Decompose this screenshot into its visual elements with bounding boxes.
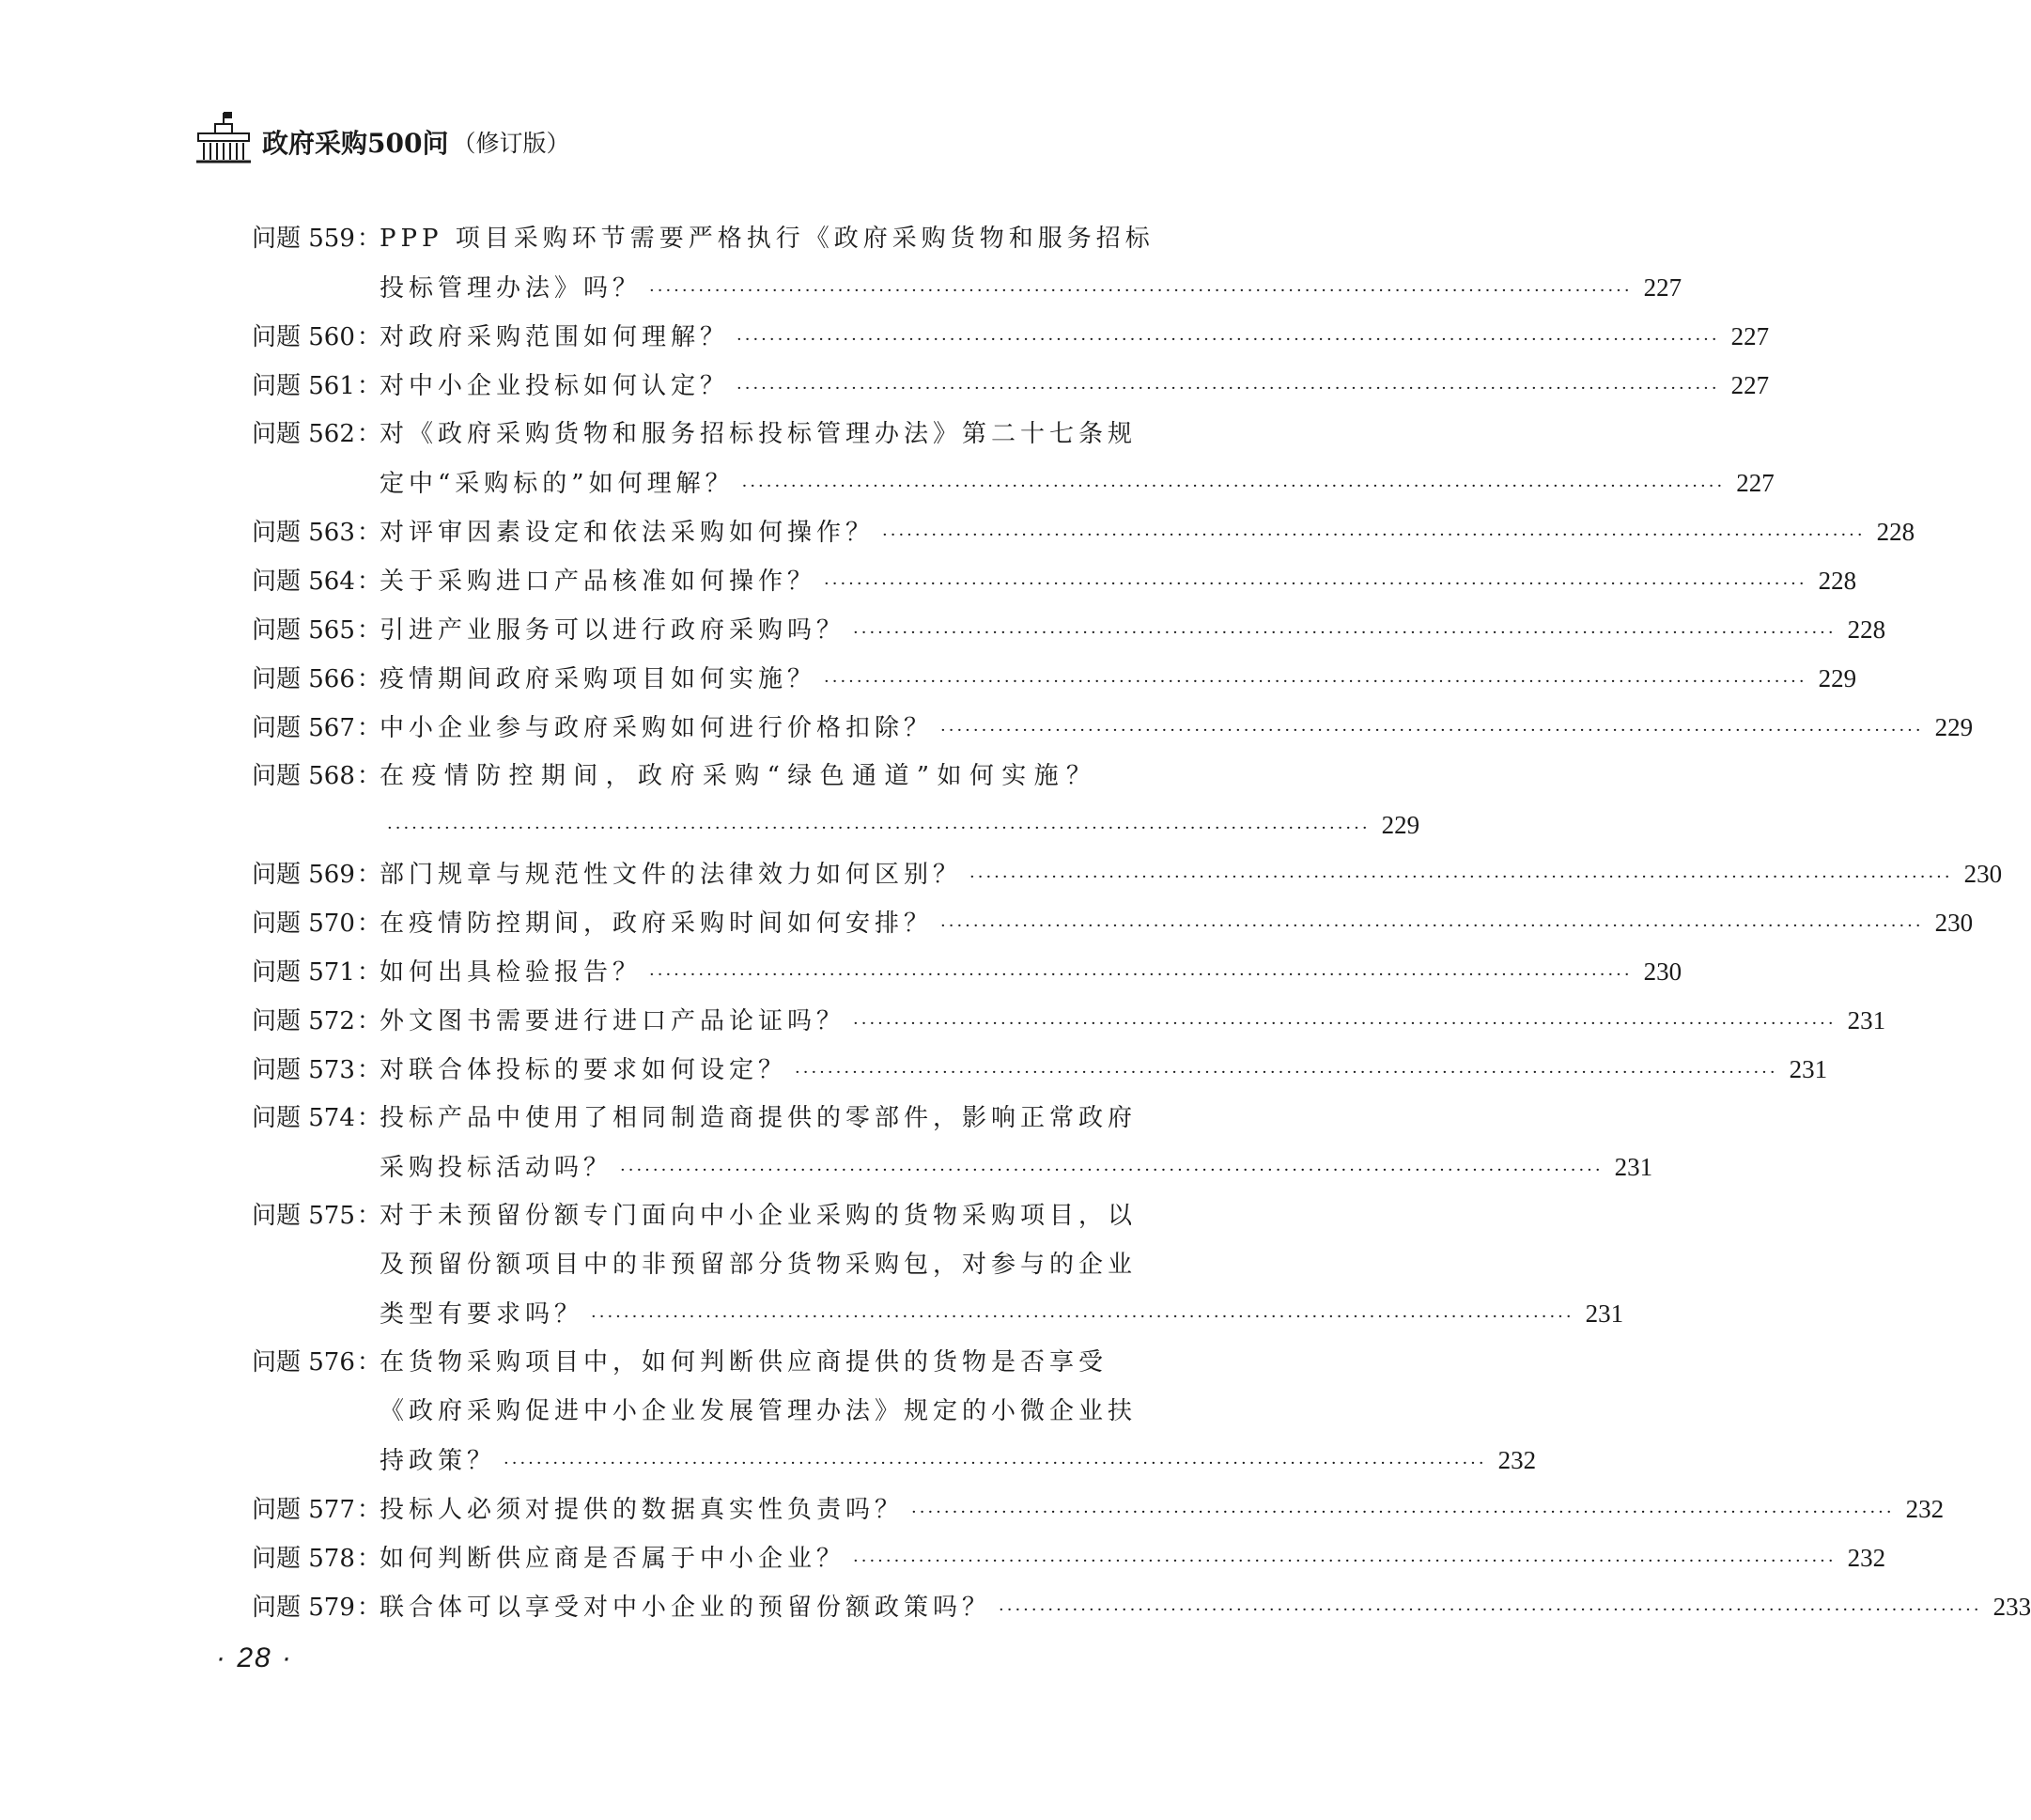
question-text: 对联合体投标的要求如何设定？ <box>380 1056 788 1084</box>
toc-entry-line <box>252 1045 1828 1094</box>
question-text: 中小企业参与政府采购如何进行价格扣除？ <box>380 714 934 742</box>
question-text: 类型有要求吗？ <box>380 1300 584 1329</box>
question-label: 问题 577： <box>252 1496 381 1524</box>
toc-entry-line <box>252 214 1155 263</box>
toc-entry[interactable] <box>252 996 1886 1045</box>
question-text: 采购投标活动吗？ <box>380 1154 613 1182</box>
page-reference: 227 <box>1643 273 1682 302</box>
dot-leader: ························································································································ <box>853 1551 1837 1571</box>
page-reference: 229 <box>1381 811 1420 839</box>
question-text: 投标人必须对提供的数据真实性负责吗？ <box>380 1496 905 1524</box>
toc-entry-line <box>252 849 2003 898</box>
dot-leader: ························································································································ <box>741 476 1726 496</box>
toc-entry[interactable] <box>252 361 1770 410</box>
page-reference: 230 <box>1643 957 1682 986</box>
toc-entry[interactable] <box>252 1582 2031 1631</box>
toc-entry-line <box>380 801 1420 849</box>
book-title: 政府采购500问 <box>262 128 449 159</box>
page-reference: 229 <box>1818 664 1857 692</box>
question-text: 引进产业服务可以进行政府采购吗？ <box>380 616 846 645</box>
question-number: 问题 579 <box>252 1594 355 1622</box>
running-header <box>194 109 569 163</box>
dot-leader: ························································································································ <box>387 818 1371 838</box>
dot-leader: ························································································································ <box>853 1014 1837 1034</box>
page-reference: 228 <box>1818 567 1857 595</box>
question-number: 问题 561 <box>252 372 355 400</box>
toc-entry-line <box>252 312 1770 361</box>
dot-leader: ························································································································ <box>620 1160 1604 1180</box>
question-number: 问题 572 <box>252 1007 355 1035</box>
toc-entry[interactable] <box>252 947 1682 996</box>
question-number: 问题 576 <box>252 1348 355 1377</box>
question-text: 对评审因素设定和依法采购如何操作？ <box>380 519 876 547</box>
question-label: 问题 575： <box>252 1202 381 1230</box>
toc-entry-line <box>252 898 1974 947</box>
dot-leader: ························································································································ <box>649 965 1633 985</box>
page-reference: 232 <box>1847 1544 1886 1572</box>
question-label: 问题 576： <box>252 1348 381 1377</box>
question-text: 在疫情防控期间，政府采购时间如何安排？ <box>380 910 934 938</box>
page-reference: 233 <box>1992 1593 2031 1621</box>
toc-entry-line <box>380 1387 1138 1436</box>
question-label: 问题 569： <box>252 861 381 889</box>
question-number: 问题 567 <box>252 714 355 742</box>
table-of-contents <box>252 214 2031 1631</box>
question-label: 问题 568： <box>252 762 381 790</box>
question-number: 问题 565 <box>252 616 355 645</box>
page-reference: 232 <box>1497 1446 1537 1474</box>
toc-entry-line <box>252 1485 1945 1533</box>
toc-entry-line <box>252 605 1886 654</box>
question-label: 问题 560： <box>252 323 381 351</box>
toc-entry[interactable] <box>252 556 1857 605</box>
question-text: 疫情期间政府采购项目如何实施？ <box>380 665 817 693</box>
question-label: 问题 566： <box>252 665 381 693</box>
page-reference: 231 <box>1585 1299 1624 1328</box>
dot-leader: ························································································································ <box>969 867 1953 887</box>
page-reference: 227 <box>1730 371 1770 399</box>
question-number: 问题 571 <box>252 958 355 987</box>
question-label: 问题 565： <box>252 616 381 645</box>
toc-entry[interactable] <box>252 605 1886 654</box>
question-number: 问题 562 <box>252 420 355 448</box>
question-label: 问题 564： <box>252 568 381 596</box>
page-reference: 228 <box>1847 615 1886 644</box>
question-text: 关于采购进口产品核准如何操作？ <box>380 568 817 596</box>
toc-entry[interactable] <box>252 898 1974 947</box>
question-text: PPP 项目采购环节需要严格执行《政府采购货物和服务招标 <box>380 225 1155 253</box>
dot-leader: ························································································································ <box>504 1454 1487 1473</box>
question-text: 在疫情防控期间，政府采购“绿色通道”如何实施？ <box>380 762 1095 790</box>
question-label: 问题 571： <box>252 958 381 987</box>
toc-entry-line <box>252 410 1138 459</box>
page-reference: 230 <box>1934 909 1974 937</box>
toc-entry[interactable] <box>252 410 1775 507</box>
toc-entry-line <box>252 752 1095 801</box>
question-label: 问题 573： <box>252 1056 381 1084</box>
question-text: 对《政府采购货物和服务招标投标管理办法》第二十七条规 <box>380 420 1138 448</box>
dot-leader: ························································································································ <box>824 574 1807 594</box>
question-text: 持政策？ <box>380 1447 497 1475</box>
page-reference: 227 <box>1730 322 1770 350</box>
toc-entry[interactable] <box>252 1045 1828 1094</box>
toc-entry[interactable] <box>252 1338 1537 1485</box>
page-reference: 231 <box>1847 1006 1886 1034</box>
toc-entry-line <box>252 996 1886 1045</box>
dot-leader: ························································································································ <box>591 1307 1574 1327</box>
dot-leader: ························································································································ <box>882 525 1866 545</box>
question-number: 问题 577 <box>252 1496 355 1524</box>
toc-entry-line <box>252 1191 1138 1240</box>
question-label: 问题 563： <box>252 519 381 547</box>
toc-entry-line <box>252 361 1770 410</box>
question-number: 问题 563 <box>252 519 355 547</box>
question-text: 投标产品中使用了相同制造商提供的零部件，影响正常政府 <box>380 1104 1138 1132</box>
dot-leader: ························································································································ <box>940 916 1924 936</box>
toc-entry-line <box>252 556 1857 605</box>
page-reference: 232 <box>1905 1495 1945 1523</box>
dot-leader: ························································································································ <box>795 1063 1778 1082</box>
toc-entry-line <box>252 703 1974 752</box>
question-number: 问题 560 <box>252 323 355 351</box>
question-text: 定中“采购标的”如何理解？ <box>380 470 735 498</box>
toc-entry-line <box>380 1436 1537 1485</box>
toc-entry-line <box>252 1533 1886 1582</box>
question-number: 问题 573 <box>252 1056 355 1084</box>
book-subtitle: （修订版） <box>452 130 570 157</box>
question-number: 问题 566 <box>252 665 355 693</box>
question-number: 问题 570 <box>252 910 355 938</box>
toc-entry[interactable] <box>252 703 1974 752</box>
question-text: 如何出具检验报告？ <box>380 958 643 987</box>
toc-entry[interactable] <box>252 1485 1945 1533</box>
question-label: 问题 579： <box>252 1594 381 1622</box>
question-number: 问题 568 <box>252 762 355 790</box>
toc-entry-line <box>252 507 1915 556</box>
question-label: 问题 572： <box>252 1007 381 1035</box>
question-text: 外文图书需要进行进口产品论证吗？ <box>380 1007 846 1035</box>
question-text: 联合体可以享受对中小企业的预留份额政策吗？ <box>380 1594 992 1622</box>
dot-leader: ························································································································ <box>736 330 1720 350</box>
question-label: 问题 567： <box>252 714 381 742</box>
page-reference: 231 <box>1614 1153 1653 1181</box>
question-label: 问题 561： <box>252 372 381 400</box>
question-number: 问题 569 <box>252 861 355 889</box>
page-reference: 227 <box>1736 469 1775 497</box>
question-label: 问题 574： <box>252 1104 381 1132</box>
toc-entry-line <box>380 1143 1653 1191</box>
toc-entry[interactable] <box>252 1094 1653 1191</box>
toc-entry-line <box>252 654 1857 703</box>
question-label: 问题 562： <box>252 420 381 448</box>
toc-entry-line <box>380 1289 1624 1338</box>
toc-entry[interactable] <box>252 214 1682 312</box>
question-text: 投标管理办法》吗？ <box>380 274 643 303</box>
dot-leader: ························································································································ <box>853 623 1837 643</box>
question-number: 问题 574 <box>252 1104 355 1132</box>
page-reference: 228 <box>1876 518 1915 546</box>
question-text: 对中小企业投标如何认定？ <box>380 372 730 400</box>
page-reference: 231 <box>1789 1055 1828 1083</box>
toc-entry[interactable] <box>252 312 1770 361</box>
toc-entry-line <box>380 1240 1138 1289</box>
question-label: 问题 570： <box>252 910 381 938</box>
question-text: 部门规章与规范性文件的法律效力如何区别？ <box>380 861 963 889</box>
question-text: 《政府采购促进中小企业发展管理办法》规定的小微企业扶 <box>380 1397 1138 1425</box>
question-number: 问题 575 <box>252 1202 355 1230</box>
question-label: 问题 559： <box>252 225 381 253</box>
question-text: 对政府采购范围如何理解？ <box>380 323 730 351</box>
toc-entry[interactable] <box>252 752 1420 849</box>
question-number: 问题 578 <box>252 1545 355 1573</box>
question-text: 对于未预留份额专门面向中小企业采购的货物采购项目，以 <box>380 1202 1138 1230</box>
question-text: 在货物采购项目中，如何判断供应商提供的货物是否享受 <box>380 1348 1109 1377</box>
dot-leader: ························································································································ <box>736 379 1720 398</box>
toc-entry[interactable] <box>252 1533 1886 1582</box>
toc-entry[interactable] <box>252 1191 1624 1338</box>
toc-entry-line <box>252 1582 2031 1631</box>
toc-entry-line <box>252 1338 1109 1387</box>
toc-entry-line <box>252 1094 1138 1143</box>
toc-entry-line <box>380 263 1682 312</box>
question-number: 问题 559 <box>252 225 355 253</box>
dot-leader: ························································································································ <box>649 281 1633 301</box>
question-text: 及预留份额项目中的非预留部分货物采购包，对参与的企业 <box>380 1251 1138 1279</box>
question-number: 问题 564 <box>252 568 355 596</box>
dot-leader: ························································································································ <box>911 1502 1895 1522</box>
toc-entry[interactable] <box>252 507 1915 556</box>
government-building-icon <box>194 109 253 163</box>
page-number: · 28 · <box>216 1642 294 1673</box>
toc-entry-line <box>252 947 1682 996</box>
dot-leader: ························································································································ <box>999 1600 1982 1620</box>
toc-entry[interactable] <box>252 849 2003 898</box>
question-text: 如何判断供应商是否属于中小企业？ <box>380 1545 846 1573</box>
dot-leader: ························································································································ <box>824 672 1807 692</box>
toc-entry[interactable] <box>252 654 1857 703</box>
question-label: 问题 578： <box>252 1545 381 1573</box>
dot-leader: ························································································································ <box>940 721 1924 740</box>
page-reference: 230 <box>1963 860 2003 888</box>
toc-entry-line <box>380 459 1775 507</box>
page-reference: 229 <box>1934 713 1974 741</box>
